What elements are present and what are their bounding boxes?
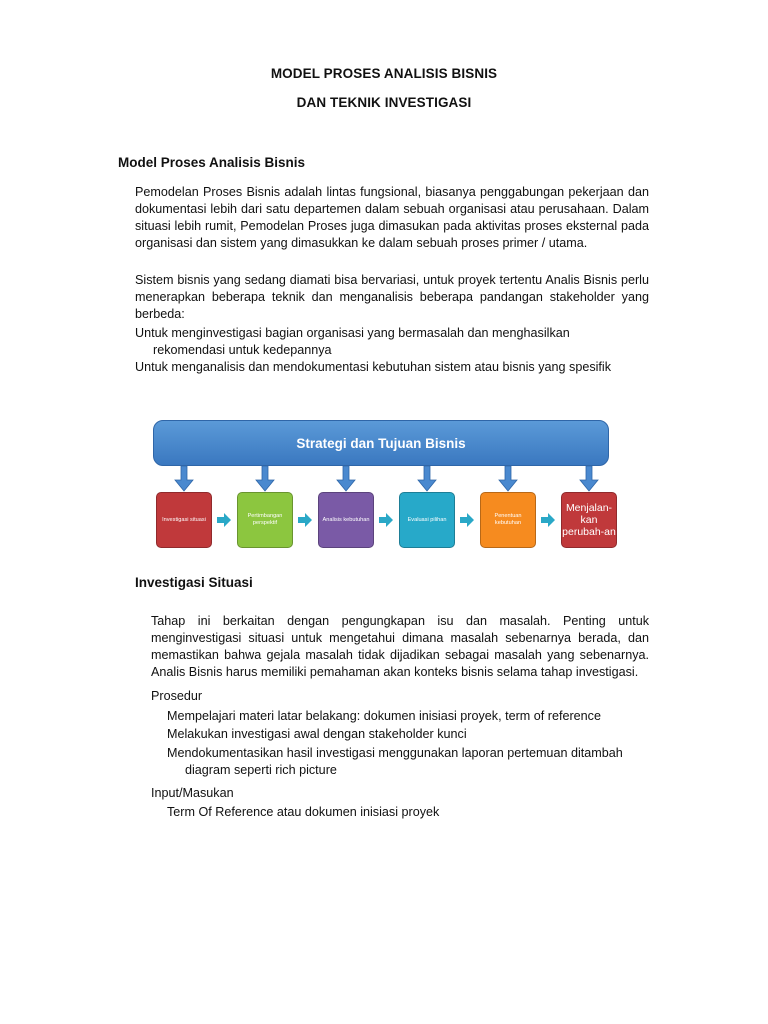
prosedur-item-2: Melakukan investigasi awal dengan stakeholder kunci <box>167 727 467 741</box>
strategy-banner: Strategi dan Tujuan Bisnis <box>153 420 609 466</box>
right-arrow-icon <box>460 513 474 527</box>
step-box: Penentuan kebutuhan <box>480 492 536 548</box>
step-box: Pertimbangan perspektif <box>237 492 293 548</box>
section-heading-investigasi: Investigasi Situasi <box>135 575 253 590</box>
input-label: Input/Masukan <box>151 786 234 800</box>
section-heading-model-proses: Model Proses Analisis Bisnis <box>118 155 306 170</box>
prosedur-label: Prosedur <box>151 689 203 703</box>
prosedur-item-3-line2: diagram seperti rich picture <box>185 763 337 777</box>
input-item-1: Term Of Reference atau dokumen inisiasi proyek <box>167 805 440 819</box>
down-arrow-icon <box>417 466 437 492</box>
down-arrow-icon <box>174 466 194 492</box>
prosedur-item-3 <box>167 745 667 779</box>
list-item-investigasi-line1: Untuk menginvestigasi bagian organisasi yang bermasalah dan menghasilkan <box>135 326 570 340</box>
list-item-investigasi-line2: rekomendasi untuk kedepannya <box>153 343 332 357</box>
step-box: Investigasi situasi <box>156 492 212 548</box>
step-box: Analisis kebutuhan <box>318 492 374 548</box>
list-item-menganalisis: Untuk menganalisis dan mendokumentasi kebutuhan sistem atau bisnis yang spesifik <box>135 360 612 374</box>
paragraph-pemodelan: Pemodelan Proses Bisnis adalah lintas fungsional, biasanya penggabungan pekerjaan dan dokumentasi lebih dari satu departemen dalam sebuah organisasi atau perusahaan. Dalam situasi lebih rumit, Pemodelan Proses juga dimasukan pada aktivitas proses eksternal pada organisasi dan sistem yang dimasukkan ke dalam sebuah proses primer / utama. <box>135 185 649 250</box>
step-box: Menjalan-kan perubah-an <box>561 492 617 548</box>
right-arrow-icon <box>298 513 312 527</box>
paragraph-tahap: Tahap ini berkaitan dengan pengungkapan isu dan masalah. Penting untuk menginvestigasi situasi untuk mengetahui dimana masalah sebenarnya berada, dan memastikan bahwa gejala masalah tidak dijadikan sebagai masalah yang sebenarnya. Analis Bisnis harus memiliki pemahaman akan konteks bisnis selama tahap investigasi. <box>151 614 649 679</box>
step-box: Evaluasi pilihan <box>399 492 455 548</box>
prosedur-item-3-line1: Mendokumentasikan hasil investigasi menggunakan laporan pertemuan ditambah <box>167 746 623 760</box>
down-arrow-icon <box>255 466 275 492</box>
process-diagram <box>150 420 616 550</box>
right-arrow-icon <box>217 513 231 527</box>
prosedur-item-1: Mempelajari materi latar belakang: dokumen inisiasi proyek, term of reference <box>167 709 601 723</box>
right-arrow-icon <box>379 513 393 527</box>
right-arrow-icon <box>541 513 555 527</box>
document-title-line2: DAN TEKNIK INVESTIGASI <box>296 95 472 110</box>
list-item-investigasi <box>135 325 655 359</box>
paragraph-sistem-bisnis: Sistem bisnis yang sedang diamati bisa bervariasi, untuk proyek tertentu Analis Bisnis perlu menerapkan beberapa teknik dan menganalisis beberapa pandangan stakeholder yang berbeda: <box>135 273 649 321</box>
down-arrow-icon <box>579 466 599 492</box>
down-arrow-icon <box>336 466 356 492</box>
down-arrow-icon <box>498 466 518 492</box>
document-title-line1: MODEL PROSES ANALISIS BISNIS <box>270 66 498 81</box>
